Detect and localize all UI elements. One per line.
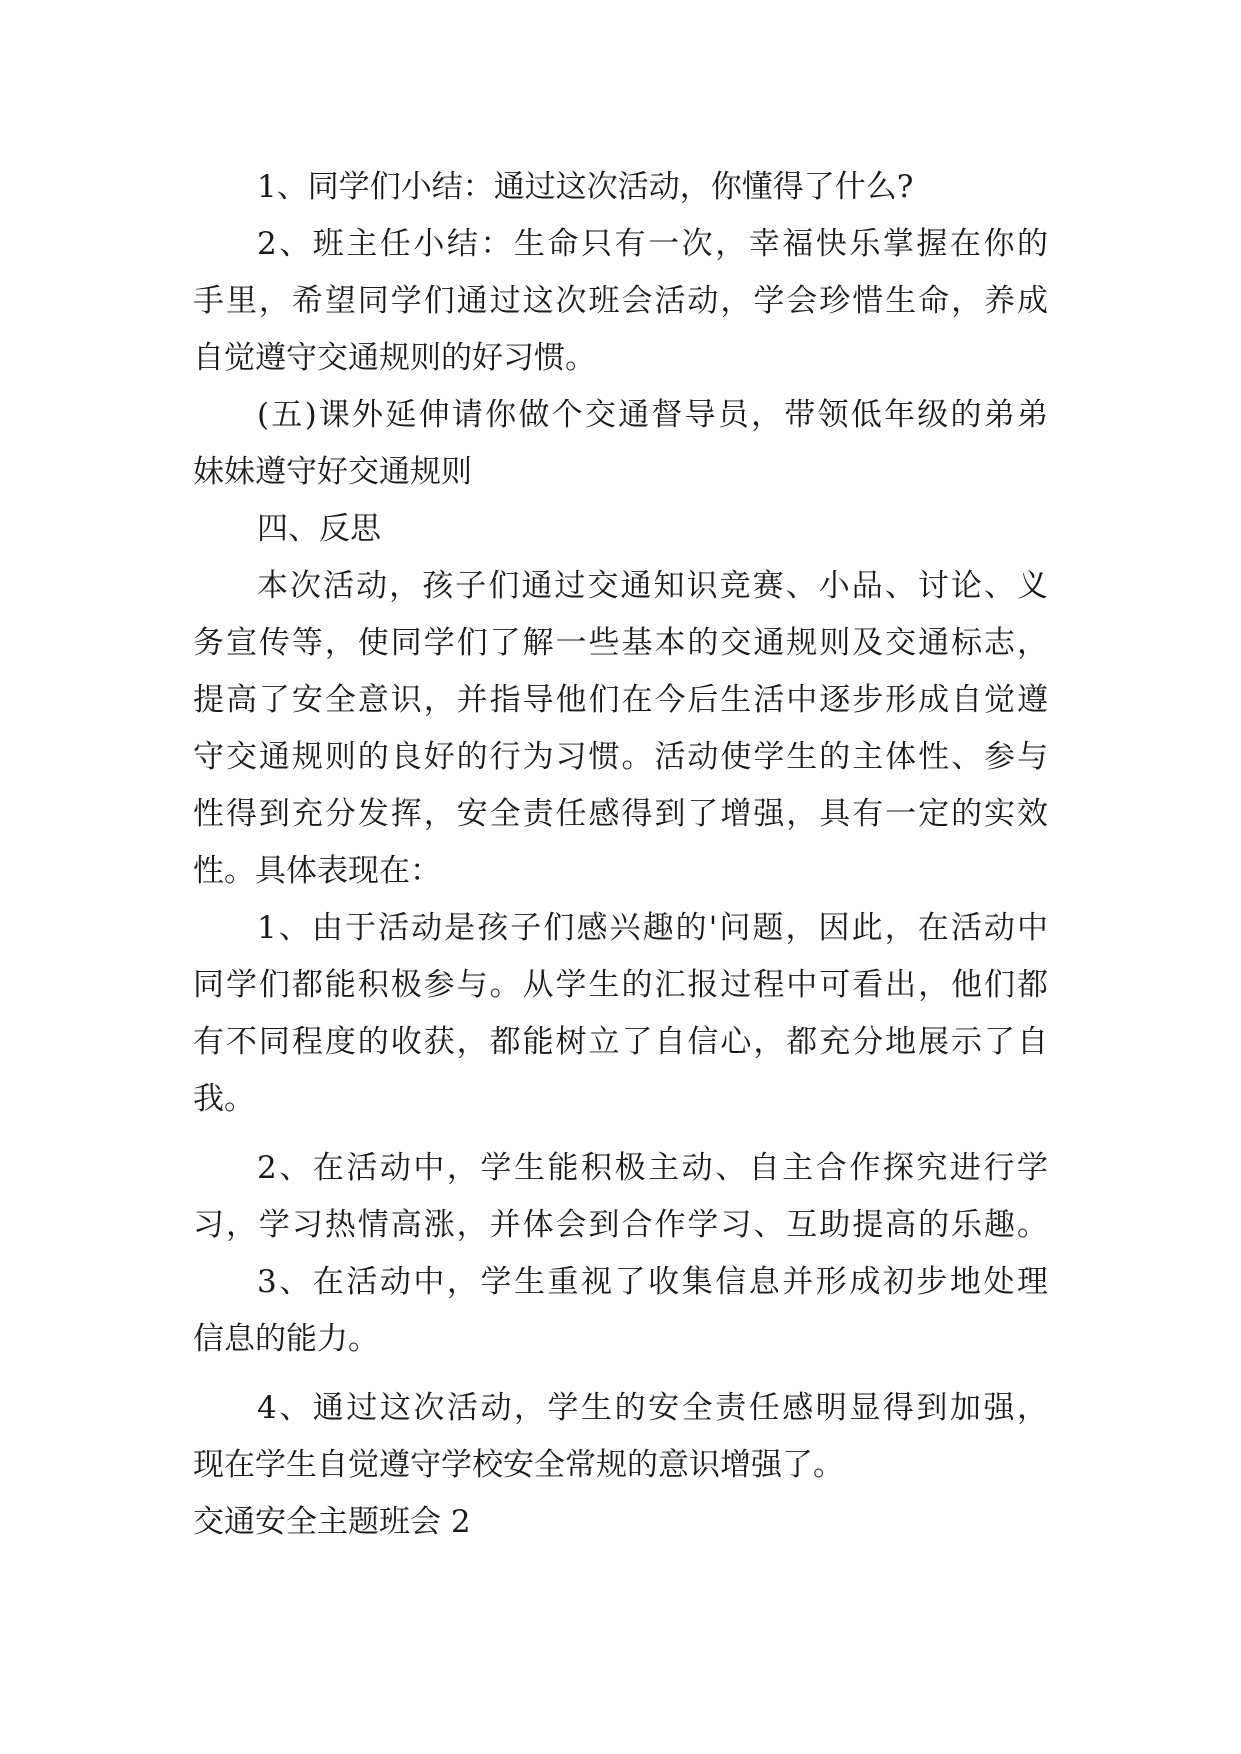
point-1-line-2: 同学们都能积极参与。从学生的汇报过程中可看出，他们都 xyxy=(193,967,1048,1003)
reflection-paragraph-line-2: 务宣传等，使同学们了解一些基本的交通规则及交通标志， xyxy=(193,625,1048,661)
reflection-paragraph-line-5: 性得到充分发挥，安全责任感得到了增强，具有一定的实效 xyxy=(193,796,1048,832)
summary-teacher-line-3: 自觉遵守交通规则的好习惯。 xyxy=(193,340,596,376)
summary-teacher-line-1: 2、班主任小结：生命只有一次，幸福快乐掌握在你的 xyxy=(257,226,1048,262)
point-3-line-2: 信息的能力。 xyxy=(193,1321,379,1357)
summary-students-line: 1、同学们小结：通过这次活动，你懂得了什么? xyxy=(257,169,914,205)
point-2-line-2: 习，学习热情高涨，并体会到合作学习、互助提高的乐趣。 xyxy=(193,1207,1048,1243)
section-heading-reflection: 四、反思 xyxy=(257,511,381,547)
point-1-line-1: 1、由于活动是孩子们感兴趣的'问题，因此，在活动中 xyxy=(257,910,1048,946)
summary-teacher-line-2: 手里，希望同学们通过这次班会活动，学会珍惜生命，养成 xyxy=(193,283,1048,319)
extension-line-1: (五)课外延伸请你做个交通督导员，带领低年级的弟弟 xyxy=(257,397,1048,433)
next-section-title: 交通安全主题班会 2 xyxy=(193,1504,471,1540)
reflection-paragraph-line-1: 本次活动，孩子们通过交通知识竞赛、小品、讨论、义 xyxy=(257,568,1048,604)
point-1-line-3: 有不同程度的收获，都能树立了自信心，都充分地展示了自 xyxy=(193,1024,1048,1060)
reflection-paragraph-line-6: 性。具体表现在： xyxy=(193,853,441,889)
point-4-line-2: 现在学生自觉遵守学校安全常规的意识增强了。 xyxy=(193,1447,844,1483)
point-1-line-4: 我。 xyxy=(193,1081,255,1117)
extension-line-2: 妹妹遵守好交通规则 xyxy=(193,454,472,490)
reflection-paragraph-line-3: 提高了安全意识，并指导他们在今后生活中逐步形成自觉遵 xyxy=(193,682,1048,718)
point-2-line-1: 2、在活动中，学生能积极主动、自主合作探究进行学 xyxy=(257,1150,1048,1186)
point-4-line-1: 4、通过这次活动，学生的安全责任感明显得到加强， xyxy=(257,1390,1048,1426)
point-3-line-1: 3、在活动中，学生重视了收集信息并形成初步地处理 xyxy=(257,1264,1048,1300)
reflection-paragraph-line-4: 守交通规则的良好的行为习惯。活动使学生的主体性、参与 xyxy=(193,739,1048,775)
